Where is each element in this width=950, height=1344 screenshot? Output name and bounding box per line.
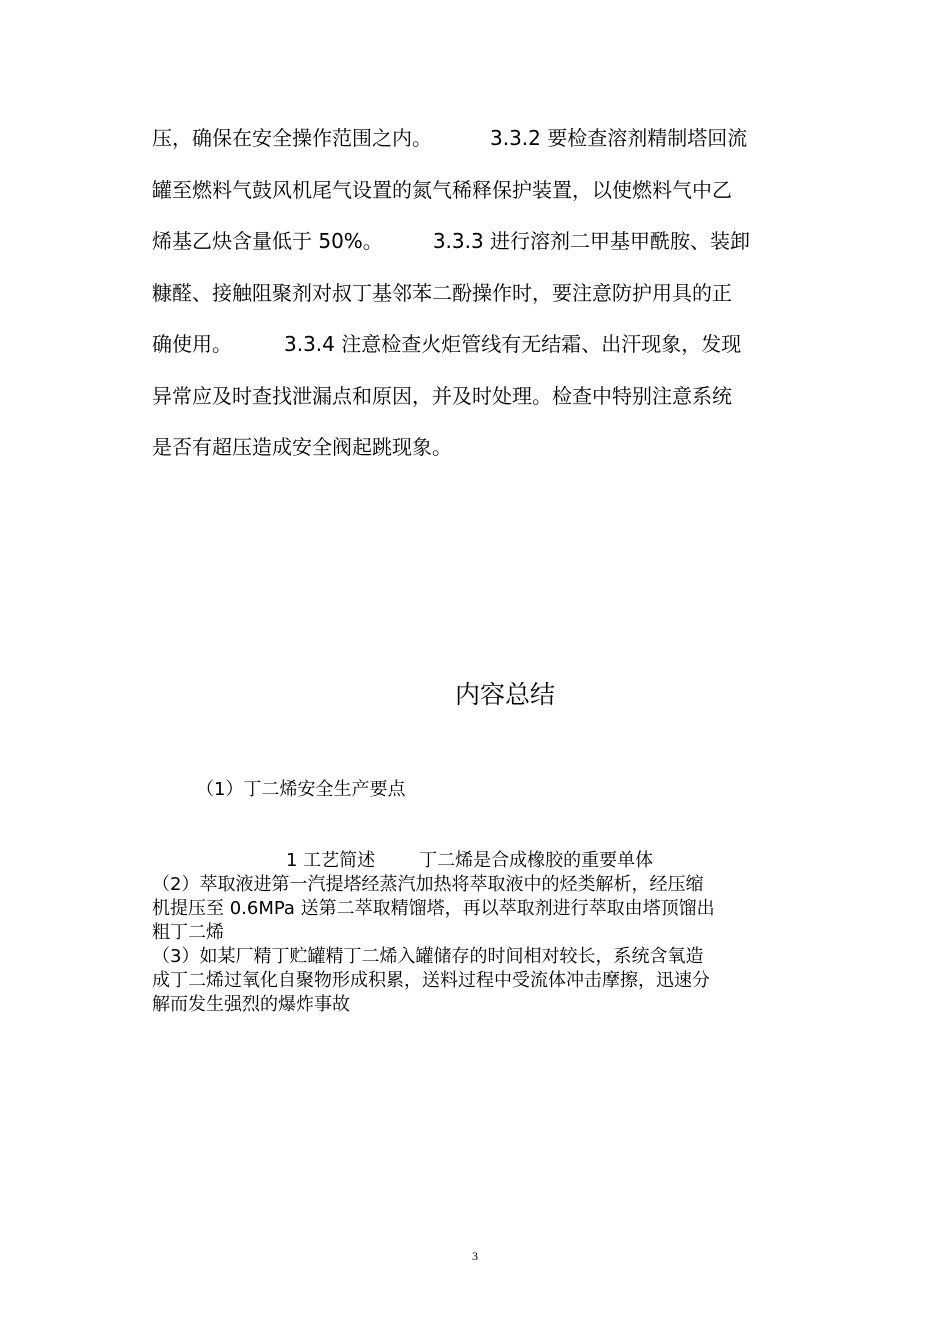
body-line-1-part-a: 压，确保在安全操作范围之内。 — [152, 126, 432, 150]
summary-item-2-line-2: 机提压至 0.6MPa 送第二萃取精馏塔，再以萃取剂进行萃取由塔顶馏出 — [152, 898, 715, 919]
body-line-2-part-a: 罐至燃料气鼓风机尾气设置的氮气稀释保护装置，以使燃料气中乙 — [152, 178, 732, 202]
body-line-7 — [152, 435, 452, 459]
body-line-3 — [152, 229, 750, 253]
summary-item-2-line-3: 粗丁二烯 — [152, 922, 224, 943]
body-line-3-part-b: 3.3.3 进行溶剂二甲基甲酰胺、装卸 — [432, 229, 751, 253]
summary-item-1-sub — [286, 850, 653, 872]
summary-title: 内容总结 — [454, 680, 555, 709]
body-line-2 — [152, 178, 732, 202]
summary-item-1-sub-text: 丁二烯是合成橡胶的重要单体 — [419, 850, 654, 871]
summary-item-1-sub-heading: 1 工艺简述 — [286, 850, 376, 871]
summary-item-2-line-1: （2）萃取液进第一汽提塔经蒸汽加热将萃取液中的烃类解析，经压缩 — [152, 874, 704, 895]
summary-item-3-line-1: （3）如某厂精丁贮罐精丁二烯入罐储存的时间相对较长，系统含氧造 — [152, 946, 704, 967]
body-line-4-part-a: 糠醛、接触阻聚剂对叔丁基邻苯二酚操作时，要注意防护用具的正 — [152, 281, 732, 305]
body-line-5 — [152, 332, 741, 356]
body-line-3-part-a: 烯基乙炔含量低于 50%。 — [152, 229, 383, 253]
body-line-7-part-a: 是否有超压造成安全阀起跳现象。 — [152, 435, 452, 459]
page-number: 3 — [472, 1249, 478, 1263]
summary-item-3-line-3: 解而发生强烈的爆炸事故 — [152, 994, 350, 1015]
body-line-5-part-b: 3.3.4 注意检查火炬管线有无结霜、出汗现象，发现 — [284, 332, 742, 356]
body-line-4 — [152, 281, 732, 305]
body-line-6-part-a: 异常应及时查找泄漏点和原因，并及时处理。检查中特别注意系统 — [152, 384, 732, 408]
body-line-5-part-a: 确使用。 — [152, 332, 232, 356]
body-line-6 — [152, 384, 732, 408]
summary-item-1: （1）丁二烯安全生产要点 — [196, 779, 406, 800]
body-line-1 — [152, 126, 747, 150]
summary-item-3-line-2: 成丁二烯过氧化自聚物形成积累，送料过程中受流体冲击摩擦，迅速分 — [152, 970, 710, 991]
body-line-1-part-b: 3.3.2 要检查溶剂精制塔回流 — [490, 126, 748, 150]
